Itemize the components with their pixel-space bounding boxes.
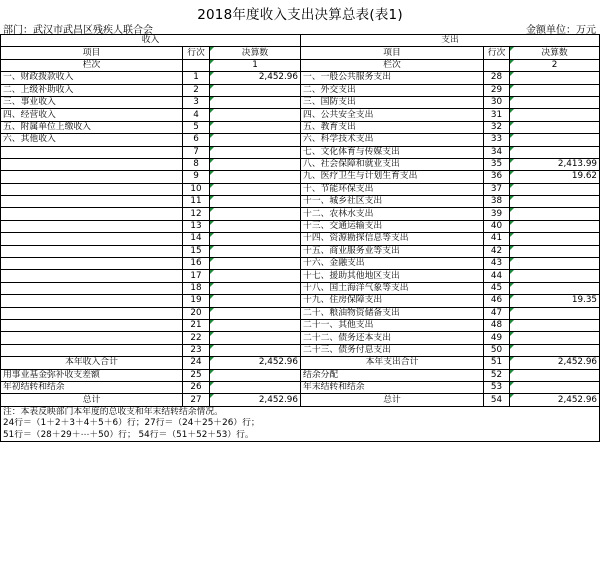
income-amount: 2,452.96	[210, 72, 301, 84]
expense-amount	[510, 270, 600, 282]
expense-total-item: 本年支出合计	[301, 357, 484, 369]
expense-total-seq: 53	[484, 381, 510, 393]
expense-seq: 28	[484, 72, 510, 84]
expense-amount: 2,413.99	[510, 158, 600, 170]
income-total-item: 用事业基金弥补收支差额	[1, 369, 183, 381]
note-text: 注：本表反映部门本年度的总收支和年末结转结余情况。	[1, 406, 600, 418]
table-row	[1, 158, 600, 170]
income-amount	[210, 319, 301, 331]
expense-seq: 38	[484, 196, 510, 208]
income-seq: 17	[183, 270, 210, 282]
expense-amount: 19.35	[510, 295, 600, 307]
total-row	[1, 381, 600, 393]
income-item	[1, 183, 183, 195]
income-amount	[210, 220, 301, 232]
income-item: 四、经营收入	[1, 109, 183, 121]
expense-amount	[510, 220, 600, 232]
income-total-amount: 2,452.96	[210, 394, 301, 406]
expense-item: 十五、商业服务业等支出	[301, 245, 484, 257]
expense-amount	[510, 84, 600, 96]
expense-seq: 43	[484, 258, 510, 270]
expense-seq: 40	[484, 220, 510, 232]
expense-total-item: 年末结转和结余	[301, 381, 484, 393]
expense-item: 二十一、其他支出	[301, 319, 484, 331]
income-amount	[210, 307, 301, 319]
expense-seq: 33	[484, 134, 510, 146]
expense-item: 五、教育支出	[301, 121, 484, 133]
expense-amount	[510, 258, 600, 270]
expense-column-number: 2	[510, 59, 600, 71]
income-amount	[210, 282, 301, 294]
note-row	[1, 418, 600, 429]
expense-column-seq	[484, 59, 510, 71]
income-seq: 13	[183, 220, 210, 232]
table-row	[1, 84, 600, 96]
income-seq: 2	[183, 84, 210, 96]
income-seq: 12	[183, 208, 210, 220]
expense-amount	[510, 307, 600, 319]
income-item	[1, 319, 183, 331]
income-item	[1, 245, 183, 257]
income-amount	[210, 344, 301, 356]
table-row	[1, 258, 600, 270]
table-row	[1, 96, 600, 108]
income-seq: 16	[183, 258, 210, 270]
expense-item: 九、医疗卫生与计划生育支出	[301, 171, 484, 183]
expense-item: 八、社会保障和就业支出	[301, 158, 484, 170]
income-seq: 21	[183, 319, 210, 331]
income-item	[1, 295, 183, 307]
income-amount	[210, 84, 301, 96]
expense-item: 十、节能环保支出	[301, 183, 484, 195]
income-amount	[210, 134, 301, 146]
table-row	[1, 109, 600, 121]
income-seq: 7	[183, 146, 210, 158]
income-item	[1, 158, 183, 170]
income-amount	[210, 233, 301, 245]
expense-amount	[510, 319, 600, 331]
income-header: 收入	[1, 35, 301, 47]
income-item	[1, 282, 183, 294]
income-item	[1, 146, 183, 158]
table-row	[1, 295, 600, 307]
income-seq: 1	[183, 72, 210, 84]
income-item	[1, 171, 183, 183]
expense-seq: 47	[484, 307, 510, 319]
expense-total-amount: 2,452.96	[510, 357, 600, 369]
note-text: 24行＝（1＋2＋3＋4＋5＋6）行；27行＝（24＋25＋26）行；	[1, 418, 600, 429]
income-item	[1, 220, 183, 232]
income-item: 三、事业收入	[1, 96, 183, 108]
expense-amount	[510, 134, 600, 146]
expense-item: 三、国防支出	[301, 96, 484, 108]
expense-seq: 41	[484, 233, 510, 245]
income-seq: 10	[183, 183, 210, 195]
expense-seq: 44	[484, 270, 510, 282]
expense-item: 十二、农林水支出	[301, 208, 484, 220]
expense-item: 十八、国土海洋气象等支出	[301, 282, 484, 294]
expense-total-amount: 2,452.96	[510, 394, 600, 406]
income-amount	[210, 332, 301, 344]
unit-label: 金额单位：万元	[526, 25, 596, 36]
income-item	[1, 196, 183, 208]
expense-amount	[510, 332, 600, 344]
expense-seq: 29	[484, 84, 510, 96]
table-row	[1, 171, 600, 183]
expense-item: 十七、援助其他地区支出	[301, 270, 484, 282]
expense-amount	[510, 196, 600, 208]
note-text: 51行＝（28＋29＋⋯＋50）行； 54行＝（51＋52＋53）行。	[1, 430, 600, 442]
income-amount	[210, 109, 301, 121]
expense-item: 七、文化体育与传媒支出	[301, 146, 484, 158]
income-amount	[210, 146, 301, 158]
table-row	[1, 245, 600, 257]
income-seq: 22	[183, 332, 210, 344]
income-item	[1, 270, 183, 282]
income-seq: 5	[183, 121, 210, 133]
income-seq: 8	[183, 158, 210, 170]
table-row	[1, 208, 600, 220]
income-column-seq	[183, 59, 210, 71]
income-total-seq: 26	[183, 381, 210, 393]
table-row	[1, 134, 600, 146]
table-row	[1, 233, 600, 245]
expense-seq: 45	[484, 282, 510, 294]
table-row	[1, 319, 600, 331]
expense-seq: 36	[484, 171, 510, 183]
income-amount	[210, 196, 301, 208]
total-row	[1, 357, 600, 369]
income-amount	[210, 270, 301, 282]
expense-seq: 42	[484, 245, 510, 257]
income-amount-header: 决算数	[210, 47, 301, 59]
income-amount	[210, 96, 301, 108]
expense-seq: 37	[484, 183, 510, 195]
expense-item: 二十三、债务付息支出	[301, 344, 484, 356]
income-column-label: 栏次	[1, 59, 183, 71]
expense-amount	[510, 208, 600, 220]
income-total-seq: 25	[183, 369, 210, 381]
income-amount	[210, 158, 301, 170]
income-amount	[210, 121, 301, 133]
income-amount	[210, 258, 301, 270]
expense-item: 一、一般公共服务支出	[301, 72, 484, 84]
expense-seq: 50	[484, 344, 510, 356]
income-column-number: 1	[210, 59, 301, 71]
income-total-item: 总计	[1, 394, 183, 406]
expense-item: 二十二、债务还本支出	[301, 332, 484, 344]
income-seq: 6	[183, 134, 210, 146]
expense-seq: 49	[484, 332, 510, 344]
expense-item: 六、科学技术支出	[301, 134, 484, 146]
expense-seq: 34	[484, 146, 510, 158]
income-total-amount	[210, 369, 301, 381]
expense-total-seq: 51	[484, 357, 510, 369]
income-item	[1, 208, 183, 220]
table-row	[1, 282, 600, 294]
income-amount	[210, 245, 301, 257]
income-total-amount	[210, 381, 301, 393]
expense-amount	[510, 282, 600, 294]
expense-item-header: 项目	[301, 47, 484, 59]
expense-item: 十六、金融支出	[301, 258, 484, 270]
expense-total-amount	[510, 381, 600, 393]
expense-item: 二十、粮油物资储备支出	[301, 307, 484, 319]
expense-amount	[510, 109, 600, 121]
income-item: 六、其他收入	[1, 134, 183, 146]
expense-item: 二、外交支出	[301, 84, 484, 96]
expense-item: 十一、城乡社区支出	[301, 196, 484, 208]
report-title: 2018年度收入支出决算总表(表1)	[197, 7, 403, 23]
note-row	[1, 430, 600, 442]
expense-amount	[510, 344, 600, 356]
expense-amount	[510, 245, 600, 257]
table-row	[1, 344, 600, 356]
income-item: 二、上级补助收入	[1, 84, 183, 96]
total-row	[1, 394, 600, 406]
income-seq: 20	[183, 307, 210, 319]
expense-amount	[510, 96, 600, 108]
department-label: 部门：武汉市武昌区残疾人联合会	[3, 25, 153, 36]
expense-total-seq: 54	[484, 394, 510, 406]
expense-seq-header: 行次	[484, 47, 510, 59]
expense-amount	[510, 146, 600, 158]
expense-amount	[510, 121, 600, 133]
expense-total-item: 结余分配	[301, 369, 484, 381]
income-item	[1, 258, 183, 270]
expense-total-item: 总计	[301, 394, 484, 406]
income-amount	[210, 183, 301, 195]
income-item	[1, 332, 183, 344]
income-item: 一、财政拨款收入	[1, 72, 183, 84]
income-total-item: 年初结转和结余	[1, 381, 183, 393]
expense-amount-header: 决算数	[510, 47, 600, 59]
table-row	[1, 72, 600, 84]
expense-item: 十九、住房保障支出	[301, 295, 484, 307]
expense-total-amount	[510, 369, 600, 381]
expense-amount: 19.62	[510, 171, 600, 183]
table-row	[1, 146, 600, 158]
expense-total-seq: 52	[484, 369, 510, 381]
income-seq: 4	[183, 109, 210, 121]
income-seq: 9	[183, 171, 210, 183]
income-item-header: 项目	[1, 47, 183, 59]
income-amount	[210, 171, 301, 183]
income-seq: 14	[183, 233, 210, 245]
table-row	[1, 196, 600, 208]
income-amount	[210, 208, 301, 220]
income-seq-header: 行次	[183, 47, 210, 59]
table-row	[1, 270, 600, 282]
income-seq: 18	[183, 282, 210, 294]
income-seq: 23	[183, 344, 210, 356]
expense-amount	[510, 233, 600, 245]
expense-seq: 39	[484, 208, 510, 220]
income-item	[1, 344, 183, 356]
income-item	[1, 233, 183, 245]
income-seq: 15	[183, 245, 210, 257]
table-row	[1, 183, 600, 195]
expense-amount	[510, 183, 600, 195]
total-row	[1, 369, 600, 381]
table-row	[1, 307, 600, 319]
table-row	[1, 121, 600, 133]
expense-seq: 48	[484, 319, 510, 331]
expense-amount	[510, 72, 600, 84]
income-seq: 11	[183, 196, 210, 208]
income-seq: 3	[183, 96, 210, 108]
expense-header: 支出	[301, 35, 600, 47]
expense-item: 十三、交通运输支出	[301, 220, 484, 232]
income-total-seq: 27	[183, 394, 210, 406]
expense-seq: 46	[484, 295, 510, 307]
table-row	[1, 220, 600, 232]
income-item: 五、附属单位上缴收入	[1, 121, 183, 133]
table-row	[1, 332, 600, 344]
expense-column-label: 栏次	[301, 59, 484, 71]
income-item	[1, 307, 183, 319]
income-total-item: 本年收入合计	[1, 357, 183, 369]
income-expense-table	[0, 34, 600, 442]
expense-item: 十四、资源勘探信息等支出	[301, 233, 484, 245]
income-total-amount: 2,452.96	[210, 357, 301, 369]
expense-item: 四、公共安全支出	[301, 109, 484, 121]
income-total-seq: 24	[183, 357, 210, 369]
income-seq: 19	[183, 295, 210, 307]
income-amount	[210, 295, 301, 307]
expense-seq: 31	[484, 109, 510, 121]
expense-seq: 35	[484, 158, 510, 170]
note-row	[1, 406, 600, 418]
expense-seq: 30	[484, 96, 510, 108]
expense-seq: 32	[484, 121, 510, 133]
